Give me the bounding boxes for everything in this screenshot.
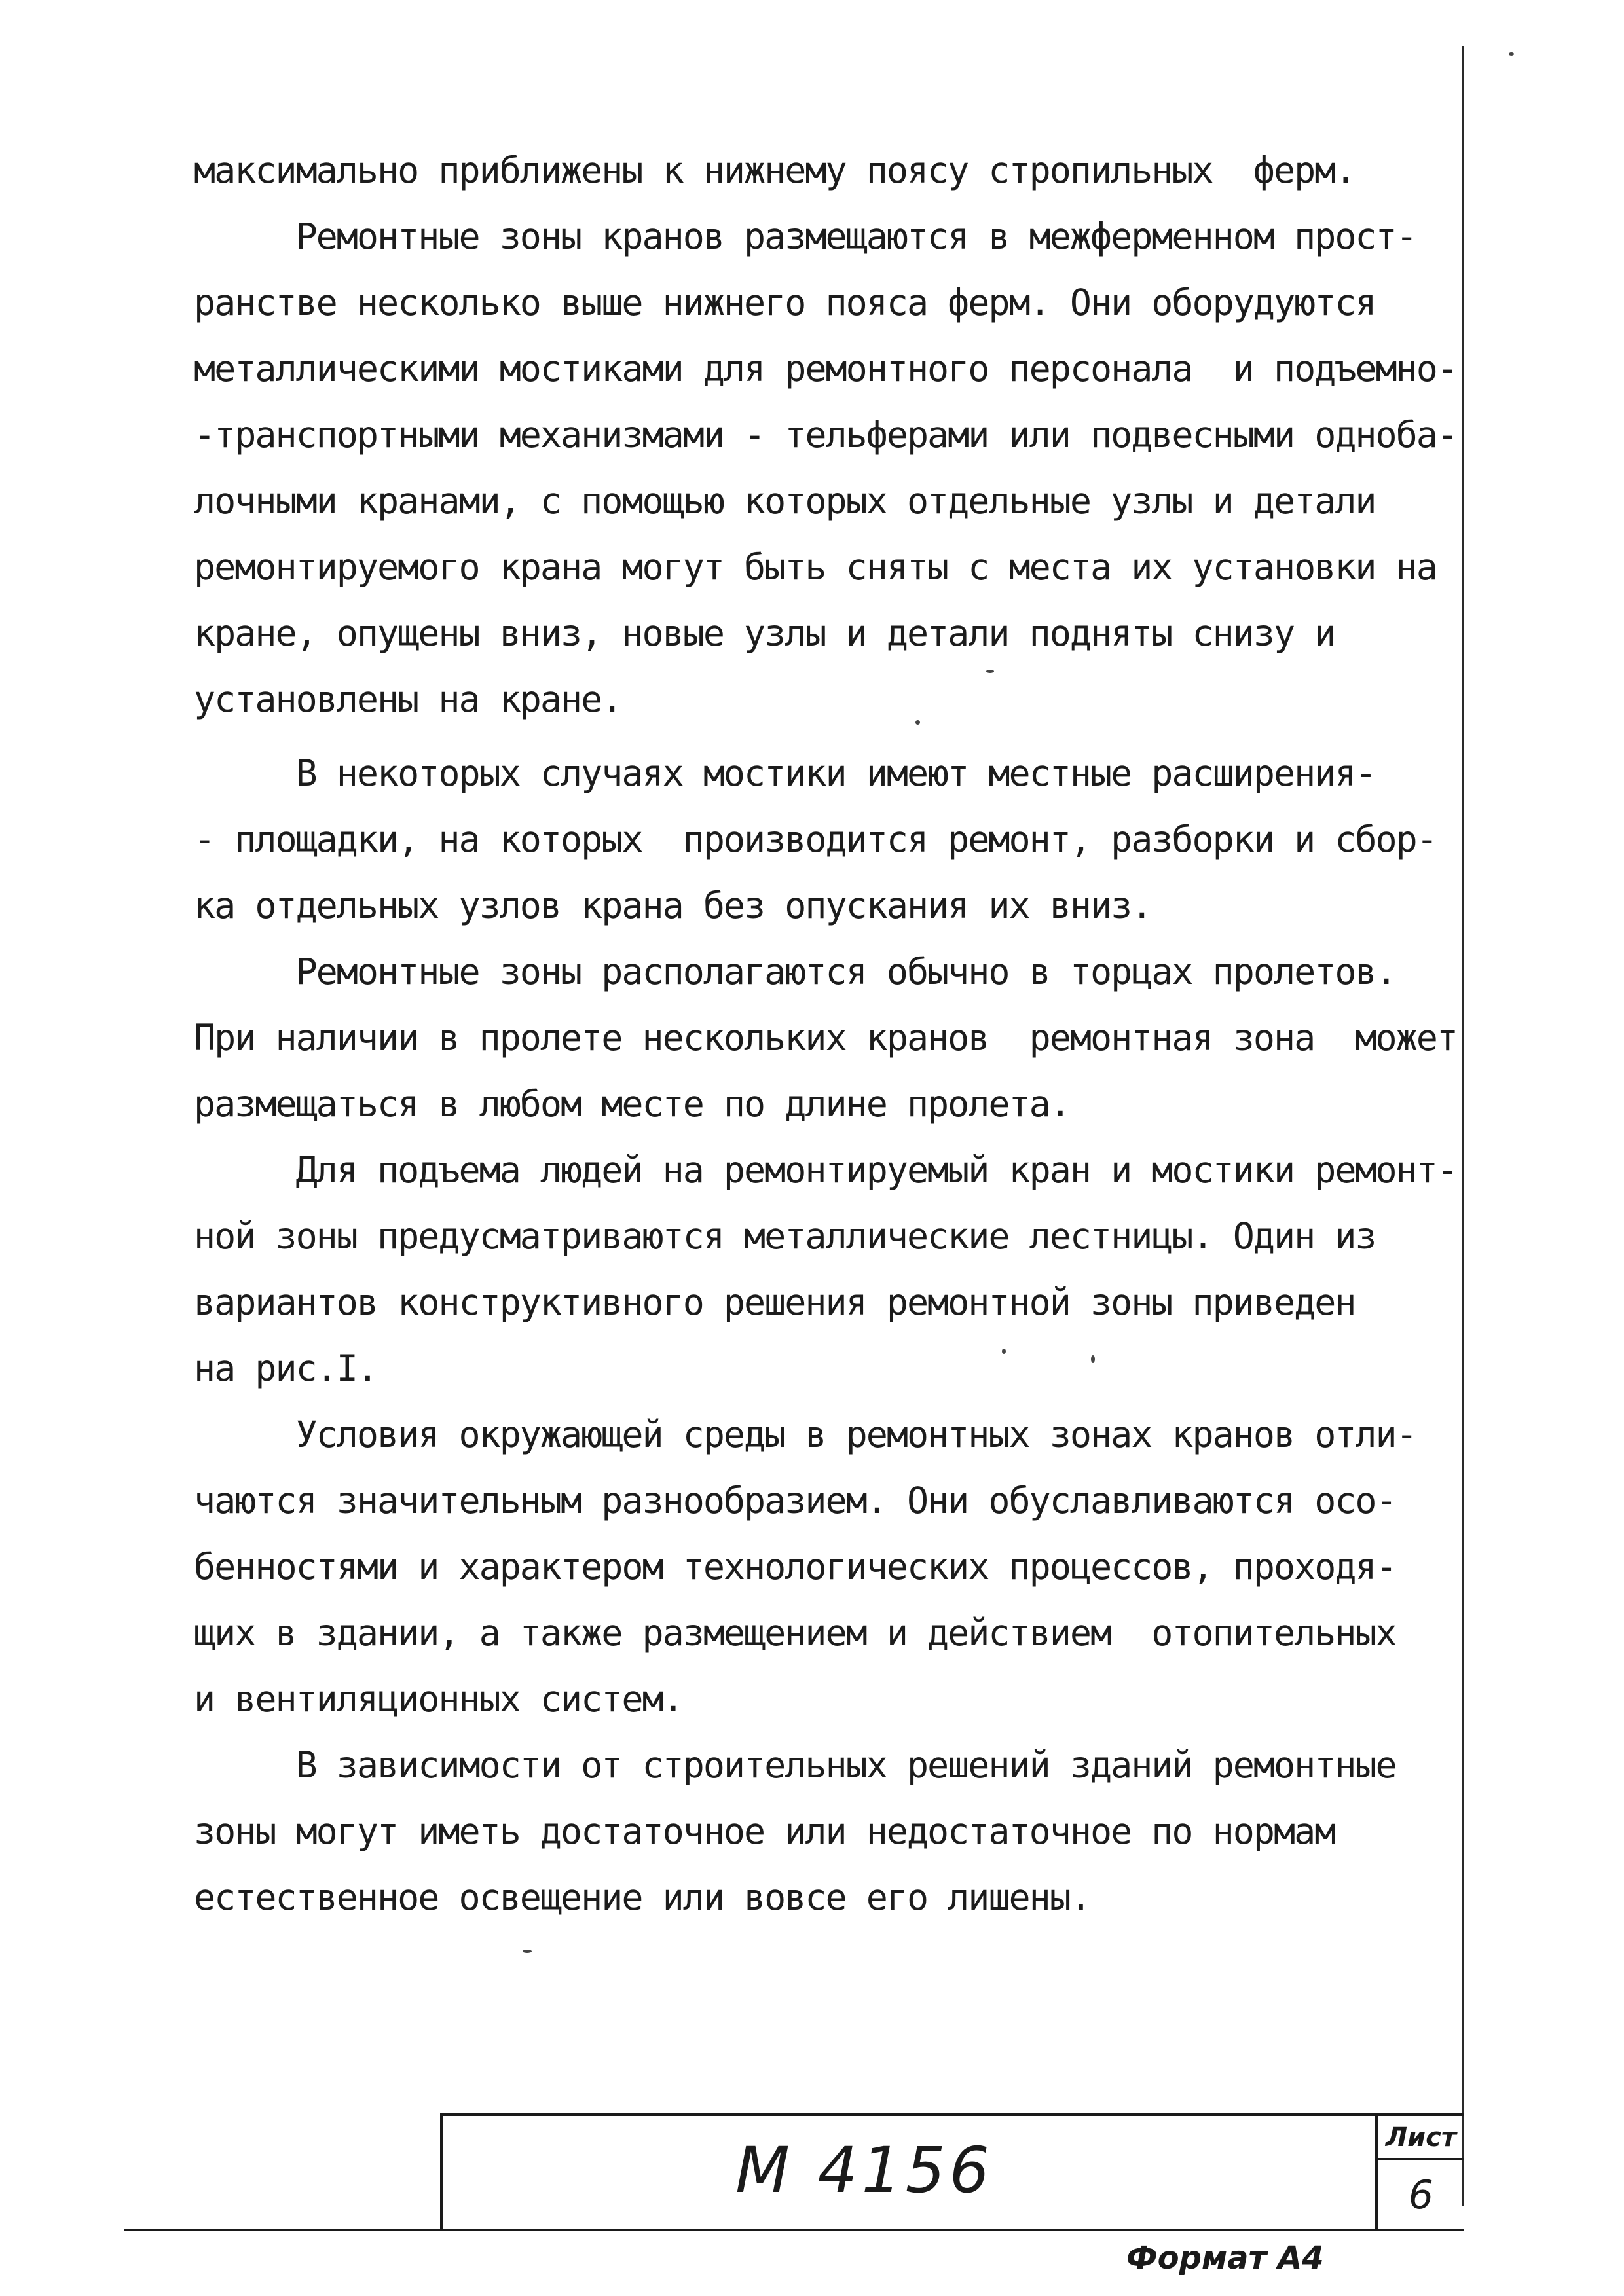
scan-speck	[986, 670, 994, 673]
document-number: М 4156	[735, 2134, 993, 2207]
body-line: размещаться в любом месте по длине пролета.	[194, 1083, 1070, 1125]
scan-speck	[523, 1950, 532, 1953]
body-line: В зависимости от строительных решений зданий ремонтные	[194, 1744, 1396, 1786]
body-line: - площадки, на которых производится ремонт, разборки и сбор-	[194, 818, 1437, 860]
body-line: ранстве несколько выше нижнего пояса ферм. Они оборудуются	[194, 282, 1376, 323]
body-line: Условия окружающей среды в ремонтных зонах кранов отли-	[194, 1413, 1416, 1455]
body-line: Ремонтные зоны кранов размещаются в межферменном прост-	[194, 215, 1416, 257]
body-line: металлическими мостиками для ремонтного персонала и подъемно-	[194, 348, 1457, 390]
body-line: ремонтируемого крана могут быть сняты с места их установки на	[194, 546, 1437, 588]
sheet-number: 6	[1408, 2172, 1434, 2218]
body-line: бенностями и характером технологических процессов, проходя-	[194, 1546, 1396, 1588]
body-line: ка отдельных узлов крана без опускания их вниз.	[194, 884, 1152, 926]
page-border-right	[1462, 46, 1464, 2206]
body-line: При наличии в пролете нескольких кранов ремонтная зона может	[194, 1017, 1457, 1059]
scan-speck	[915, 720, 920, 725]
bottom-rule	[124, 2229, 1464, 2231]
body-line: естественное освещение или вовсе его лишены.	[194, 1876, 1090, 1918]
body-line: максимально приближены к нижнему поясу стропильных ферм.	[194, 149, 1356, 191]
body-line: -транспортными механизмами - тельферами или подвесными одноба-	[194, 414, 1457, 456]
body-line: щих в здании, а также размещением и действием отопительных	[194, 1612, 1396, 1654]
body-line: В некоторых случаях мостики имеют местные расширения-	[194, 752, 1376, 794]
body-line: Для подъема людей на ремонтируемый кран и мостики ремонт-	[194, 1149, 1457, 1191]
paragraph-gap	[194, 733, 1458, 740]
body-line: кране, опущены вниз, новые узлы и детали подняты снизу и	[194, 612, 1335, 654]
scan-speck	[1509, 52, 1514, 56]
body-line: вариантов конструктивного решения ремонтной зоны приведен	[194, 1281, 1356, 1323]
sheet-label: Лист	[1385, 2123, 1457, 2153]
document-body	[194, 137, 1458, 1931]
body-line: Ремонтные зоны располагаются обычно в торцах пролетов.	[194, 951, 1396, 993]
scan-speck	[1002, 1349, 1006, 1354]
scan-speck	[1091, 1355, 1095, 1363]
format-label: Формат А4	[1126, 2240, 1324, 2276]
sheet-divider	[1375, 2158, 1464, 2160]
body-line: зоны могут иметь достаточное или недостаточное по нормам	[194, 1810, 1335, 1852]
body-line: на рис.I.	[194, 1347, 378, 1389]
body-line: чаются значительным разнообразием. Они обуславливаются осо-	[194, 1480, 1396, 1522]
body-line: ной зоны предусматриваются металлические лестницы. Один из	[194, 1215, 1376, 1257]
body-line: установлены на кране.	[194, 678, 622, 720]
body-line: и вентиляционных систем.	[194, 1678, 683, 1720]
body-line: лочными кранами, с помощью которых отдельные узлы и детали	[194, 480, 1376, 522]
